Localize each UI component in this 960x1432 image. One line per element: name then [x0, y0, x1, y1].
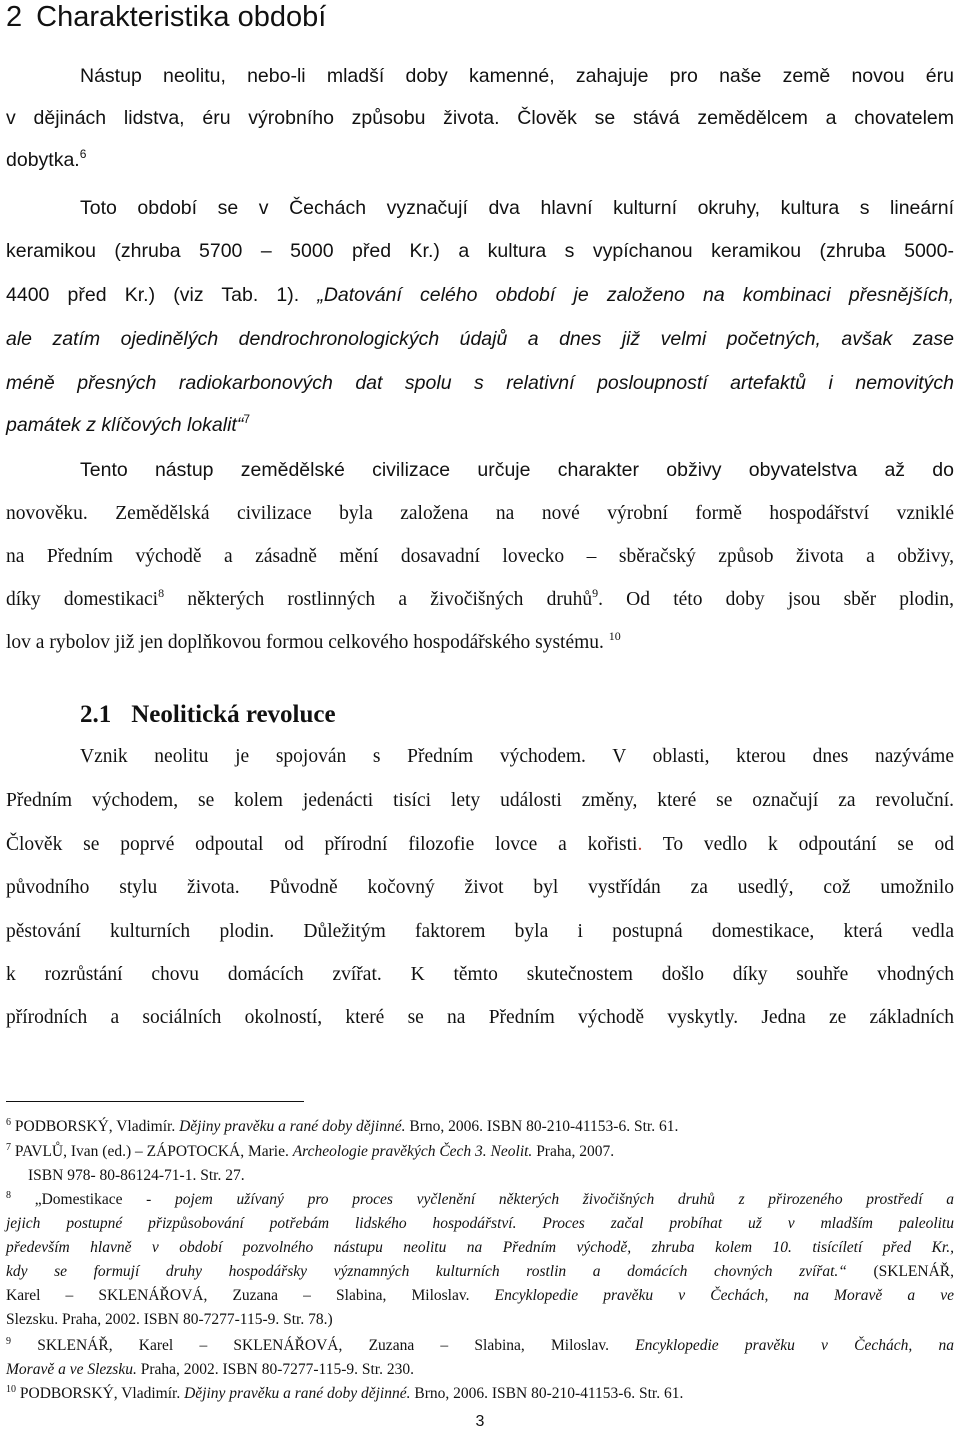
footnote-8-line4	[6, 1262, 954, 1281]
footnote-10	[6, 1384, 954, 1403]
footnote-ref: 10	[608, 629, 621, 643]
chapter-heading	[6, 0, 326, 34]
footnote-text: Praha, 2002. ISBN 80-7277-115-9. Str. 230.	[136, 1361, 414, 1378]
paragraph-line: v dějinách lidstva, éru výrobního způsobu života. Člověk se stává zemědělcem a chovatelem	[6, 107, 954, 129]
red-period: .	[637, 834, 643, 855]
paragraph-line	[6, 283, 954, 307]
paragraph-line	[6, 148, 954, 172]
chapter-title: Charakteristika období	[36, 1, 327, 33]
footnote-title: Dějiny pravěku a rané doby dějinné.	[179, 1118, 406, 1135]
footnote-text: SKLENÁŘ, Karel – SKLENÁŘOVÁ, Zuzana – Slabina, Miloslav.	[37, 1337, 636, 1354]
footnote-quote: kdy se formují druhy hospodářsky významných kulturních rostlin a domácích chovných zvířat.“	[6, 1263, 847, 1280]
quote-line: méně přesných radiokarbonových dat spolu s relativní posloupností artefaktů i nemovitých	[6, 372, 954, 394]
paragraph-line: novověku. Zemědělská civilizace byla založena na nové výrobní formě hospodářství vzniklé	[6, 503, 954, 524]
quote-line: ale zatím ojedinělých dendrochronologických údajů a dnes již velmi početných, avšak zase	[6, 328, 954, 350]
section-number: 2.1	[80, 701, 112, 728]
paragraph-line: Tento nástup zemědělské civilizace určuje charakter obživy obyvatelstva až do	[80, 459, 954, 481]
paragraph-text: 4400 před Kr.) (viz Tab. 1).	[6, 284, 318, 306]
footnote-text: PODBORSKÝ, Vladimír.	[19, 1385, 185, 1402]
footnote-number: 9	[6, 1336, 11, 1347]
paragraph-line: přírodních a sociálních okolností, které se na Předním východě vyskytly. Jedna ze základních	[6, 1007, 954, 1028]
paragraph-line: Nástup neolitu, nebo-li mladší doby kamenné, zahajuje pro naše země novou éru	[80, 65, 954, 87]
paragraph-line	[6, 833, 954, 857]
footnote-text: „Domestikace -	[34, 1191, 175, 1208]
footnote-text: PAVLŮ, Ivan (ed.) – ZÁPOTOCKÁ, Marie.	[14, 1143, 293, 1160]
paragraph-text: To vedlo k odpoutání se od	[642, 834, 954, 855]
footnote-title: Moravě a ve Slezsku.	[6, 1361, 137, 1378]
footnote-ref: 9	[592, 586, 599, 600]
section-title: Neolitická revoluce	[131, 701, 336, 728]
paragraph-line: pěstování kulturních plodin. Důležitým faktorem byla i postupná domestikace, která vedla	[6, 921, 954, 942]
footnote-quote: pojem užívaný pro proces vyčlenění některých živočišných druhů z přirozeného prostředí a	[175, 1191, 954, 1208]
paragraph-line: Předním východem, se kolem jedenácti tisíci lety události změny, které se označují za revoluční.	[6, 790, 954, 811]
footnote-8-line5	[6, 1286, 954, 1305]
paragraph-line	[6, 588, 954, 612]
footnote-title: Encyklopedie pravěku v Čechách, na Moravě a ve	[494, 1287, 954, 1304]
paragraph-line: Vznik neolitu je spojován s Předním východem. V oblasti, kterou dnes nazýváme	[80, 746, 954, 767]
quote-line	[6, 413, 954, 437]
footnote-8-line2: jejich postupné přizpůsobování potřebám lidského hospodářství. Proces začal probíhat už v mladším paleolitu	[6, 1215, 954, 1232]
footnote-number: 10	[6, 1384, 16, 1395]
footnote-title: Archeologie pravěkých Čech 3. Neolit.	[292, 1143, 533, 1160]
footnote-7	[6, 1142, 954, 1161]
footnote-text: Brno, 2006. ISBN 80-210-41153-6. Str. 61.	[410, 1385, 684, 1402]
footnote-number: 7	[6, 1142, 11, 1153]
footnote-ref: 7	[243, 412, 251, 426]
quote-text: památek z klíčových lokalit“	[6, 414, 244, 436]
paragraph-text: . Od této doby jsou sběr plodin,	[598, 589, 954, 610]
paragraph-line	[6, 631, 954, 655]
footnote-8-line6: Slezsku. Praha, 2002. ISBN 80-7277-115-9. Str. 78.)	[6, 1311, 333, 1328]
paragraph-line: Toto období se v Čechách vyznačují dva hlavní kulturní okruhy, kultura s lineární	[80, 197, 954, 219]
chapter-number: 2	[6, 1, 23, 33]
footnote-6	[6, 1117, 954, 1136]
paragraph-line: keramikou (zhruba 5700 – 5000 před Kr.) a kultura s vypíchanou keramikou (zhruba 5000-	[6, 240, 954, 262]
quote-text: „Datování celého období je založeno na kombinaci přesnějších,	[317, 284, 955, 306]
footnote-title: Encyklopedie pravěku v Čechách, na	[635, 1337, 954, 1354]
paragraph-text: dobytka.	[6, 149, 80, 171]
footnote-8-line3: především hlavně v období pozvolného nástupu neolitu na Předním východě, zhruba kolem 10. tisícíletí před Kr.,	[6, 1239, 954, 1256]
footnote-separator	[6, 1101, 304, 1102]
paragraph-text: některých rostlinných a živočišných druhů	[164, 589, 593, 610]
page-number: 3	[475, 1413, 485, 1430]
footnote-9-line2	[6, 1360, 954, 1379]
footnote-ref: 6	[79, 147, 87, 161]
footnote-ref: 8	[158, 586, 165, 600]
footnote-text: Brno, 2006. ISBN 80-210-41153-6. Str. 61.	[405, 1118, 679, 1135]
footnote-7-line2: ISBN 978- 80-86124-71-1. Str. 27.	[28, 1167, 245, 1184]
footnote-8	[6, 1190, 954, 1209]
footnote-text: Karel – SKLENÁŘOVÁ, Zuzana – Slabina, Miloslav.	[6, 1287, 495, 1304]
paragraph-text: díky domestikaci	[6, 589, 159, 610]
paragraph-line: původního stylu života. Původně kočovný život byl vystřídán za usedlý, což umožnilo	[6, 877, 954, 898]
footnote-text: Praha, 2007.	[532, 1143, 615, 1160]
footnote-text: (SKLENÁŘ,	[846, 1263, 955, 1280]
footnote-number: 6	[6, 1117, 11, 1128]
paragraph-line: k rozrůstání chovu domácích zvířat. K těmto skutečnostem došlo díky souhře vhodných	[6, 964, 954, 985]
footnote-text: PODBORSKÝ, Vladimír.	[14, 1118, 180, 1135]
footnote-number: 8	[6, 1190, 11, 1201]
paragraph-text: lov a rybolov již jen doplňkovou formou celkového hospodářského systému.	[6, 632, 604, 653]
section-heading	[80, 700, 336, 730]
footnote-title: Dějiny pravěku a rané doby dějinné.	[184, 1385, 411, 1402]
footnote-9	[6, 1336, 954, 1355]
paragraph-line: na Předním východě a zásadně mění dosavadní lovecko – sběračský způsob života a obživy,	[6, 546, 954, 567]
paragraph-text: Člověk se poprvé odpoutal od přírodní filozofie lovce a kořisti	[6, 834, 638, 855]
